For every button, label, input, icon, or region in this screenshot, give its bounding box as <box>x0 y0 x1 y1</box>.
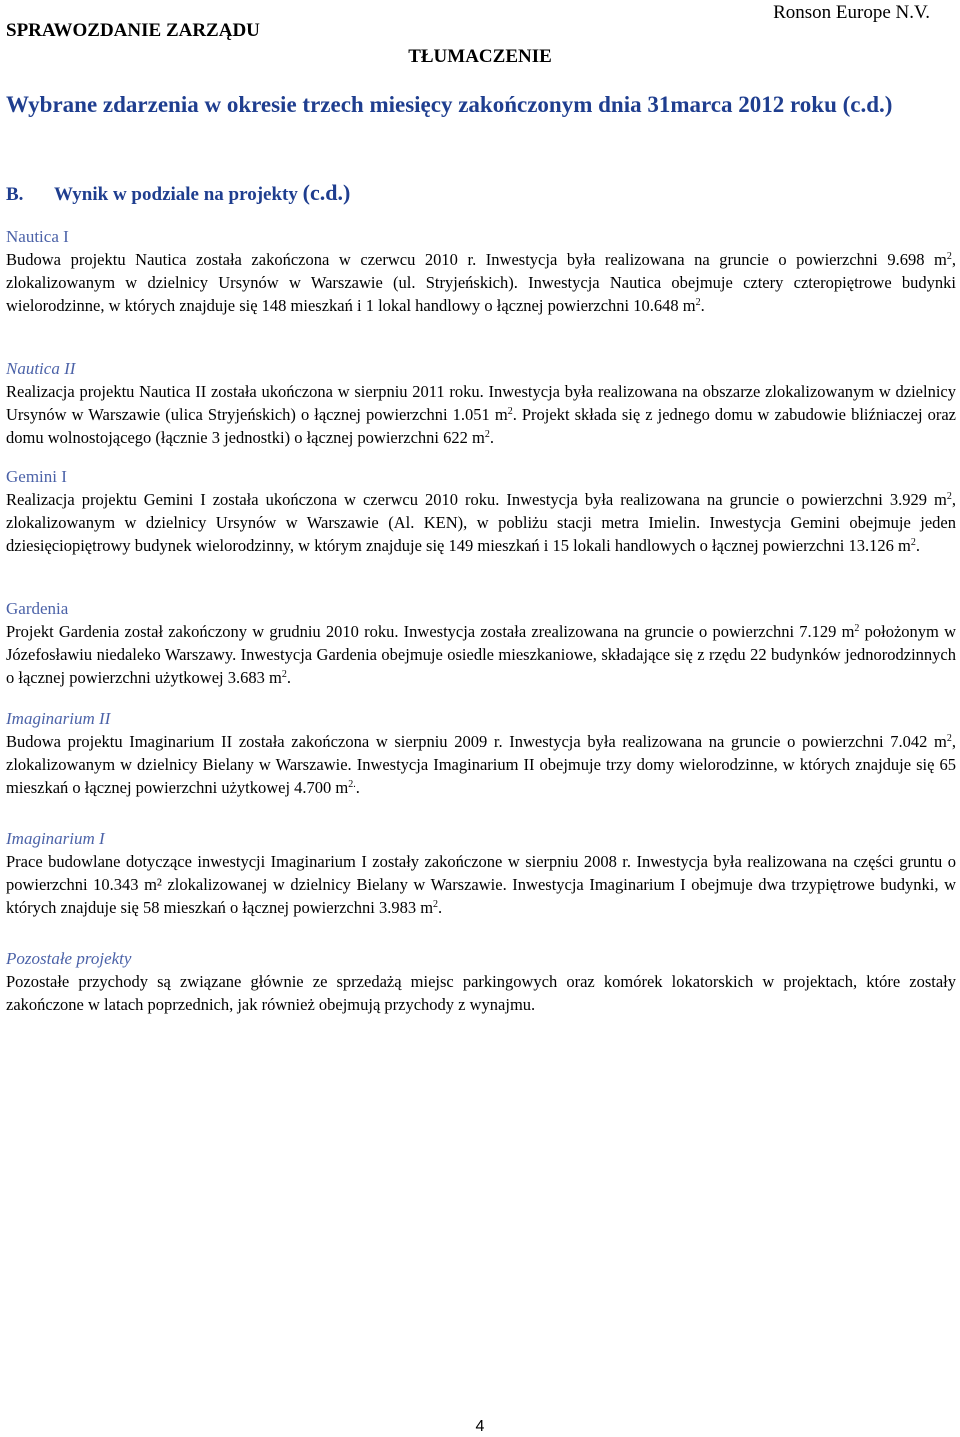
project-description: Pozostałe przychody są związane głównie ze sprzedażą miejsc parkingowych oraz komórek lokatorskich w projektach, które zostały zakończone w latach poprzednich, jak również obejmują przychody z wynajmu. <box>6 972 956 1014</box>
section-letter: B. <box>6 184 24 205</box>
company-name: Ronson Europe N.V. <box>773 2 930 23</box>
page-number: 4 <box>475 1418 485 1435</box>
project-gardenia <box>6 597 956 689</box>
project-imaginarium-1 <box>6 827 956 919</box>
project-nautica-1 <box>6 225 956 317</box>
project-description: Budowa projektu Nautica została zakończona w czerwcu 2010 r. Inwestycja była realizowana na gruncie o powierzchni 9.698 $m^2$, zlokalizowanym w dzielnicy Ursynów w Warszawie (ul. Stryjeńskich). Inwestycja Nautica obejmuje cztery czteropiętrowe budynki wielorodzinne, w których znajduje się 148 mieszkań i 1 lokal handlowy o łącznej powierzchni 10.648 $m^2$. <box>6 250 956 315</box>
project-nautica-2 <box>6 357 956 449</box>
project-description: Prace budowlane dotyczące inwestycji Imaginarium I zostały zakończone w sierpniu 2008 r. Inwestycja była realizowana na części gruntu o powierzchni 10.343 m² zlokalizowanej w dzielnicy Bielany w Warszawie. Inwestycja Imaginarium I obejmuje dwa trzypiętrowe budynki, w których znajduje się 58 mieszkań o łącznej powierzchni 3.983 $m^2$. <box>6 852 956 917</box>
main-title: Wybrane zdarzenia w okresie trzech miesięcy zakończonym dnia 31marca 2012 roku (c.d.) <box>6 92 893 117</box>
report-title: SPRAWOZDANIE ZARZĄDU <box>6 20 260 41</box>
project-title: Imaginarium I <box>6 829 105 848</box>
section-title: Wynik w podziale na projekty <box>54 184 298 205</box>
project-description: Realizacja projektu Gemini I została ukończona w czerwcu 2010 roku. Inwestycja była realizowana na gruncie o powierzchni 3.929 $m^2$, zlokalizowanym w dzielnicy Ursynów w Warszawie (Al. KEN), w pobliżu stacji metra Imielin. Inwestycja Gemini obejmuje jeden dziesięciopiętrowy budynek wielorodzinny, w którym znajduje się 149 mieszkań i 15 lokali handlowych o łącznej powierzchni 13.126 $m^2$. <box>6 490 956 555</box>
project-title: Pozostałe projekty <box>6 949 132 968</box>
project-title: Imaginarium II <box>6 709 111 728</box>
project-description: Budowa projektu Imaginarium II została zakończona w sierpniu 2009 r. Inwestycja była realizowana na gruncie o powierzchni 7.042 $m^2$, zlokalizowanym w dzielnicy Bielany w Warszawie. Inwestycja Imaginarium II obejmuje trzy domy wielorodzinne, w których znajduje się 65 mieszkań o łącznej powierzchni użytkowej 4.700 $m^{2.}$. <box>6 732 956 797</box>
project-description: Projekt Gardenia został zakończony w grudniu 2010 roku. Inwestycja została zrealizowana na gruncie o powierzchni 7.129 $m^2$ położonym w Józefosławiu niedaleko Warszawy. Inwestycja Gardenia obejmuje osiedle mieszkaniowe, składające się z rzędu 22 budynków jednorodzinnych o łącznej powierzchni użytkowej 3.683 $m^2$. <box>6 622 956 687</box>
project-title: Gemini I <box>6 467 67 486</box>
project-other <box>6 947 956 1016</box>
project-title: Nautica II <box>6 359 76 378</box>
project-title: Gardenia <box>6 599 69 618</box>
section-suffix: (c.d.) <box>302 180 351 205</box>
project-imaginarium-2 <box>6 707 956 799</box>
project-description: Realizacja projektu Nautica II została ukończona w sierpniu 2011 roku. Inwestycja była realizowana na obszarze zlokalizowanym w dzielnicy Ursynów w Warszawie (ulica Stryjeńskich) o łącznej powierzchni 1.051 $m^2$. Projekt składa się z jednego domu w zabudowie bliźniaczej oraz domu wolnostojącego (łącznie 3 jednostki) o łącznej powierzchni 622 $m^2$. <box>6 382 956 447</box>
project-gemini-1 <box>6 465 956 557</box>
project-title: Nautica I <box>6 227 69 246</box>
section-heading <box>6 180 350 206</box>
translation-label: TŁUMACZENIE <box>408 46 552 67</box>
